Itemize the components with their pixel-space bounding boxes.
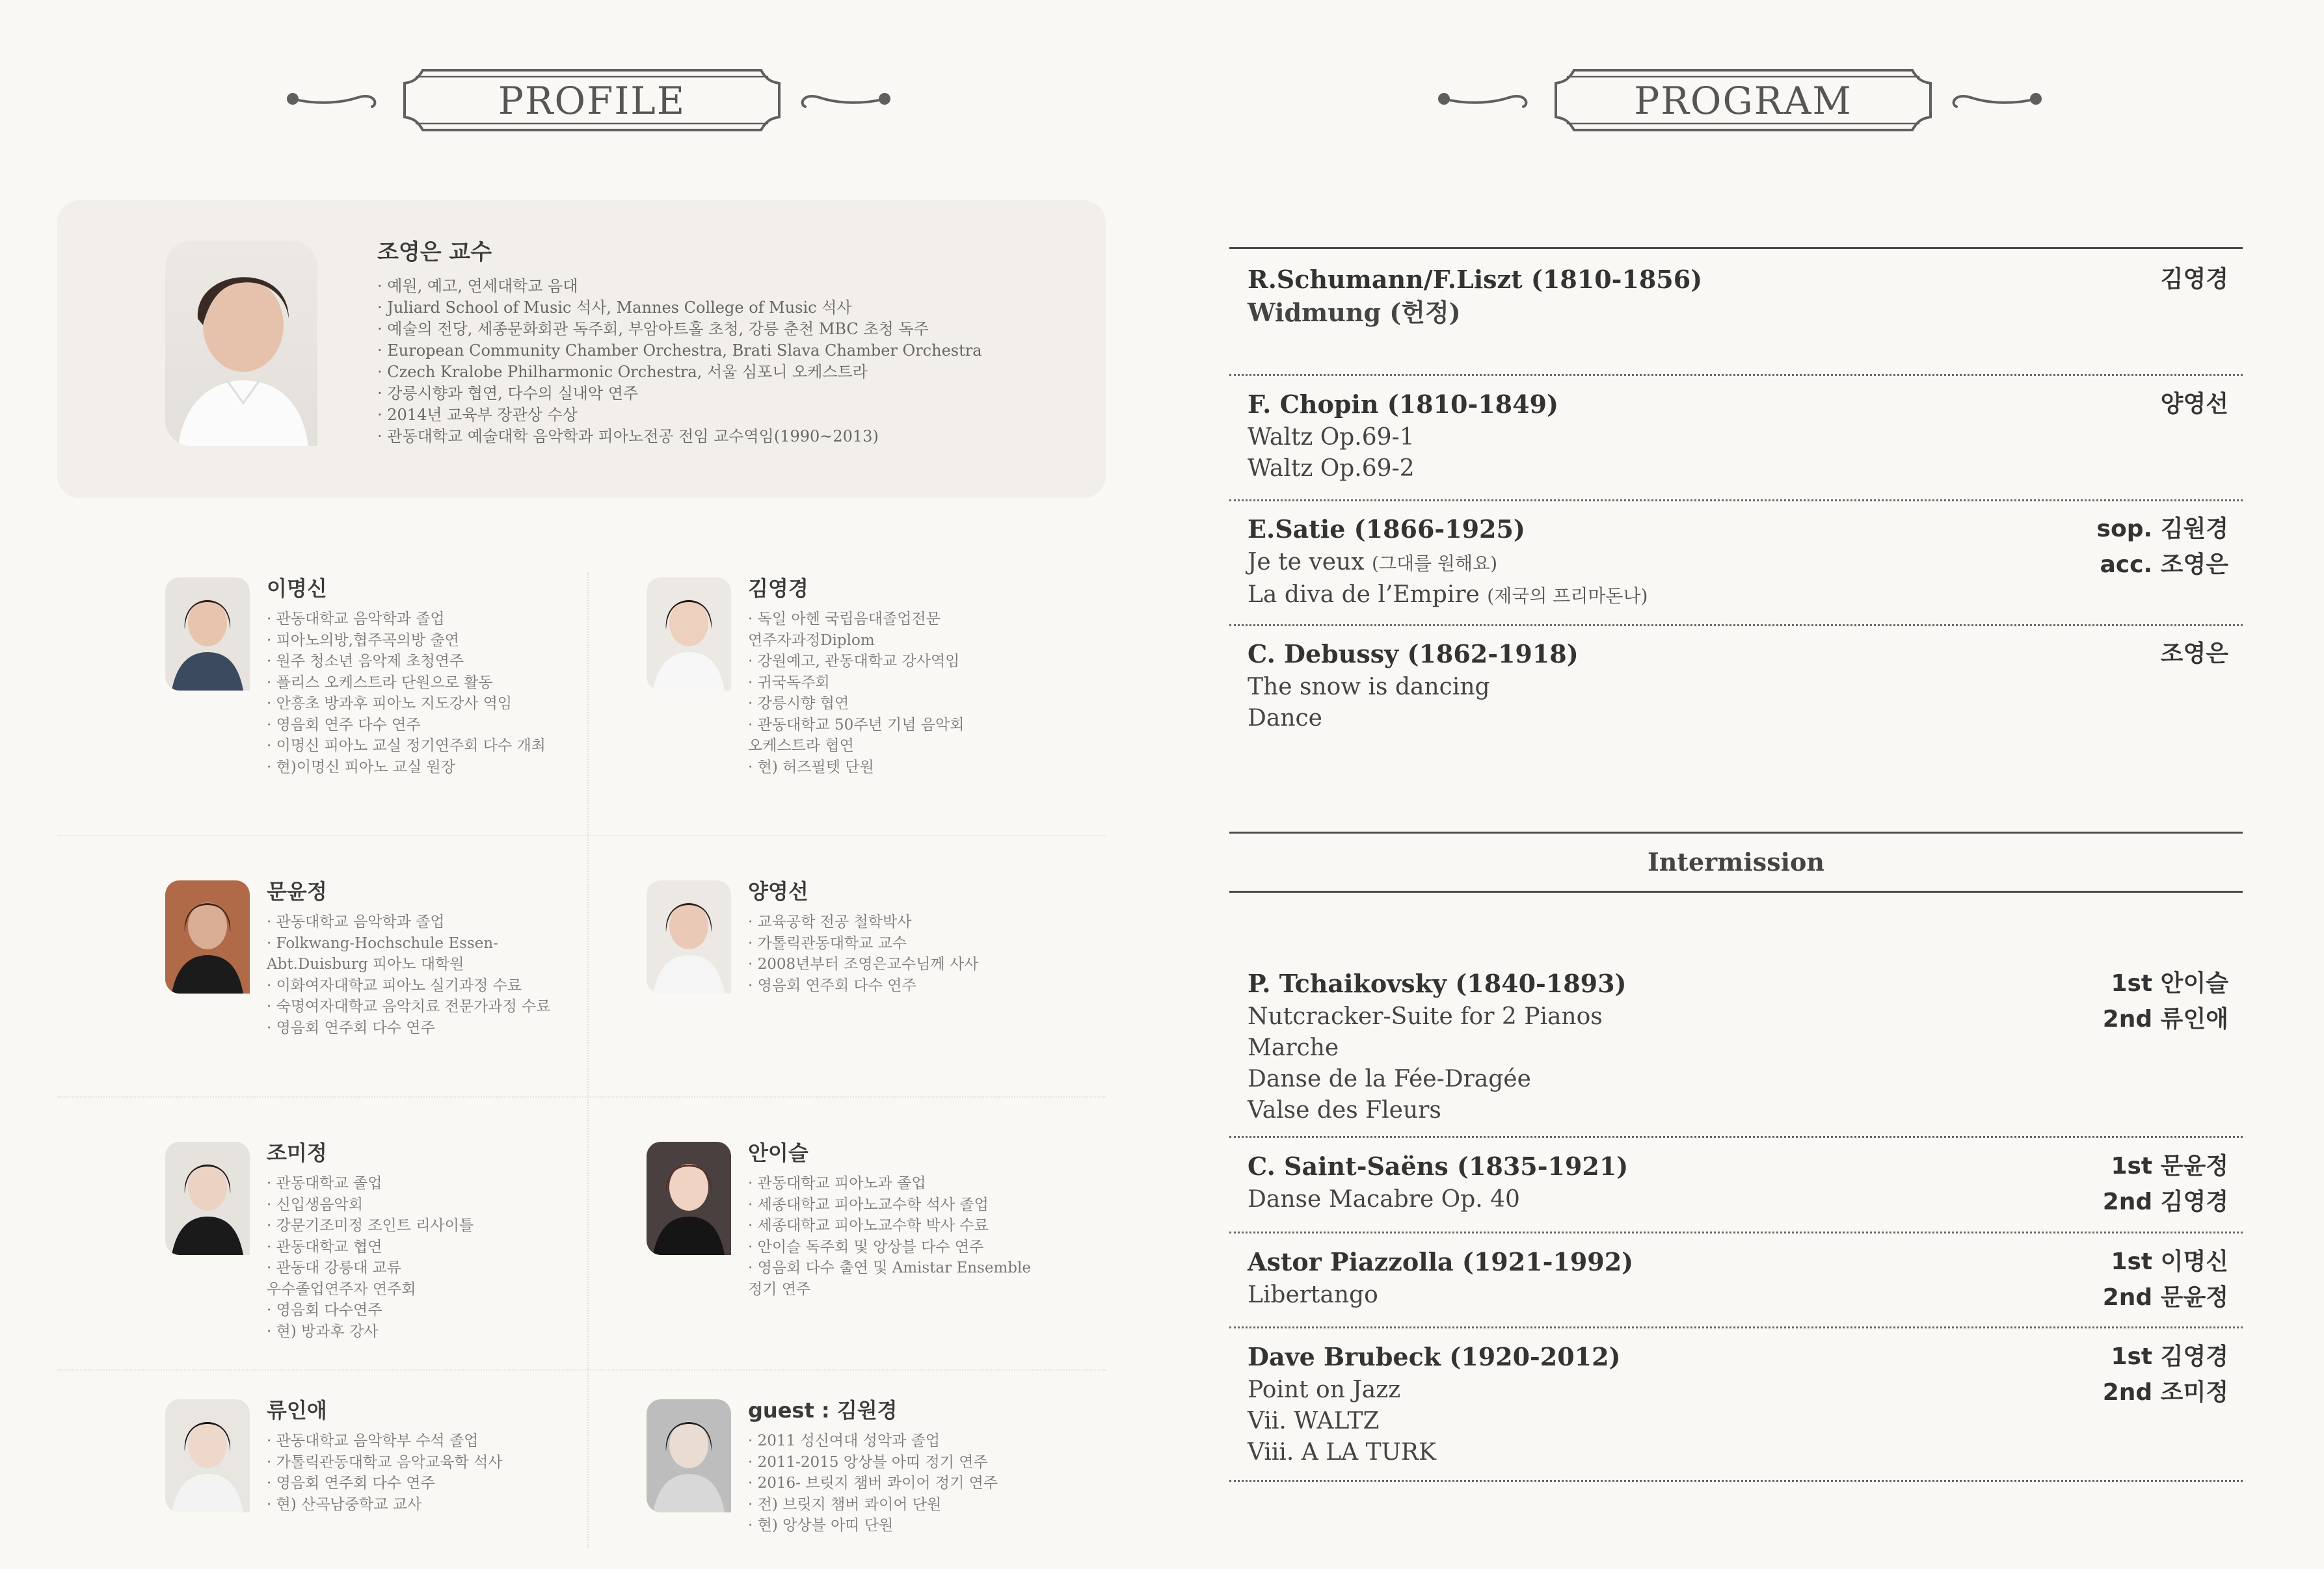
portrait-photo: [165, 880, 250, 994]
bio-line: · 관동대학교 졸업: [267, 1175, 382, 1192]
work-title: La diva de l’Empire (제국의 프리마돈나): [1248, 581, 1648, 608]
work-title: Nutcracker-Suite for 2 Pianos: [1248, 1003, 1603, 1030]
bio-line: 연주자과정Diplom: [748, 631, 875, 649]
work-title: Vii. WALTZ: [1248, 1408, 1380, 1434]
work-title: Marche: [1248, 1035, 1339, 1061]
work-title: Danse de la Fée-Dragée: [1248, 1066, 1531, 1092]
program-entry: [1248, 1148, 2228, 1215]
performer-name: 2nd 류인애: [2102, 1006, 2228, 1033]
portrait-photo: [165, 577, 250, 691]
profile-bio: [267, 609, 546, 778]
program-separator: [1229, 1136, 2243, 1138]
feature-portrait: [165, 241, 317, 446]
work-title: Waltz Op.69-2: [1248, 455, 1415, 482]
bio-line: · 2008년부터 조영은교수님께 사사: [748, 956, 979, 973]
feature-name: 조영은 교수: [377, 239, 492, 265]
row-divider: [57, 835, 1106, 836]
bio-line: · European Community Chamber Orchestra, Brati Slava Chamber Orchestra: [377, 341, 982, 360]
bio-line: · 현) 허즈필텟 단원: [748, 758, 874, 776]
bio-line: · 예원, 예고, 연세대학교 음대: [377, 277, 578, 295]
bio-line: · Czech Kralobe Philharmonic Orchestra, 서울 심포니 오케스트라: [377, 363, 868, 381]
bio-line: · 이화여자대학교 피아노 실기과정 수료: [267, 977, 522, 994]
bio-line: · 독일 아헨 국립음대졸업전문: [748, 611, 941, 627]
bio-line: · 2011 성신여대 성악과 졸업: [748, 1432, 941, 1449]
profile-name: 문윤정: [267, 879, 327, 904]
bio-line: · 현) 산곡남중학교 교사: [267, 1496, 422, 1513]
row-divider: [57, 1096, 1106, 1098]
work-title: Je te veux (그대를 원해요): [1248, 549, 1498, 575]
program-separator: [1229, 624, 2243, 626]
performer-list: [2103, 1339, 2228, 1410]
profile-bio: [267, 1431, 503, 1515]
bio-line: · 영음회 연주 다수 연주: [267, 716, 421, 733]
portrait-photo: [647, 880, 731, 994]
performer-name: 1st 김영경: [2111, 1343, 2228, 1370]
composer-name: P. Tchaikovsky (1840-1893): [1248, 969, 1627, 998]
bio-line: · 신입생음악회: [267, 1196, 363, 1213]
bio-line: · 현) 방과후 강사: [267, 1323, 379, 1340]
profile-title: PROFILE: [498, 79, 686, 123]
profile-bio: [748, 609, 964, 778]
profile-name: guest : 김원경: [748, 1398, 898, 1423]
performer-name: 2nd 문윤정: [2102, 1284, 2228, 1311]
bio-line: Abt.Duisburg 피아노 대학원: [267, 956, 464, 973]
bio-line: · 교육공학 전공 철학박사: [748, 914, 912, 930]
bio-line: · 가톨릭관동대학교 교수: [748, 934, 907, 952]
bio-line: · 귀국독주회: [748, 674, 830, 691]
profile-bio: [748, 1431, 998, 1536]
work-title: Waltz Op.69-1: [1248, 424, 1415, 451]
bio-line: · 관동대 강릉대 교류: [267, 1259, 401, 1276]
bio-line: · 강원예고, 관동대학교 강사역임: [748, 653, 960, 670]
performer-name: 2nd 조미정: [2102, 1379, 2228, 1406]
bio-line: · 안흥초 방과후 피아노 지도강사 역임: [267, 695, 513, 712]
program-entry: [1248, 386, 2228, 484]
work-title: Dance: [1248, 705, 1322, 732]
performer-name: 조영은: [2160, 640, 2228, 667]
portrait-photo: [647, 577, 731, 691]
bio-line: 우수졸업연주자 연주회: [267, 1280, 416, 1298]
portrait-photo: [165, 1399, 250, 1512]
performer-name: 1st 문윤정: [2111, 1153, 2228, 1180]
composer-name: C. Saint-Saëns (1835-1921): [1248, 1152, 1629, 1181]
bio-line: · 현) 앙상블 아띠 단원: [748, 1517, 894, 1534]
work-title: Point on Jazz: [1248, 1377, 1401, 1403]
performer-name: sop. 김원경: [2096, 516, 2228, 542]
composer-name: Dave Brubeck (1920-2012): [1248, 1342, 1621, 1371]
performer-name: 2nd 김영경: [2102, 1189, 2228, 1215]
performer-name: 1st 안이슬: [2111, 970, 2228, 997]
bio-line: · 원주 청소년 음악제 초청연주: [267, 653, 464, 670]
bio-line: · 플리스 오케스트라 단원으로 활동: [267, 674, 493, 691]
profile-bio: [267, 1173, 474, 1342]
bio-line: · 강문기조미정 조인트 리사이틀: [267, 1217, 474, 1234]
bio-line: · 안이슬 독주회 및 앙상블 다수 연주: [748, 1238, 984, 1256]
bio-line: · 영음회 다수연주: [267, 1302, 382, 1319]
program-title: PROGRAM: [1634, 79, 1852, 123]
program-entry: [1248, 1244, 2228, 1311]
program-separator: [1229, 1232, 2243, 1233]
work-title: Viii. A LA TURK: [1248, 1439, 1436, 1466]
profile-name: 조미정: [267, 1140, 327, 1165]
portrait-photo: [165, 1142, 250, 1255]
composer-name: F. Chopin (1810-1849): [1248, 389, 1558, 419]
bio-line: · 관동대학교 음악학과 졸업: [267, 611, 445, 627]
work-note: (제국의 프리마돈나): [1487, 585, 1648, 607]
bio-line: · Folkwang-Hochschule Essen-: [267, 934, 498, 952]
profile-name: 류인애: [267, 1398, 327, 1423]
composer-name: Astor Piazzolla (1921-1992): [1248, 1247, 1634, 1276]
performer-list: [2161, 636, 2228, 672]
bio-line: · 세종대학교 피아노교수학 박사 수료: [748, 1217, 989, 1234]
profile-bio: [748, 1173, 1031, 1300]
program-entry: [1248, 636, 2228, 734]
performer-name: 1st 이명신: [2111, 1248, 2228, 1275]
bio-line: · 강릉시향 협연: [748, 695, 849, 712]
performer-list: [2103, 1244, 2228, 1315]
bio-line: · 피아노의방,협주곡의방 출연: [267, 631, 459, 649]
bio-line: · 숙명여자대학교 음악치료 전문가과정 수료: [267, 998, 551, 1015]
program-entry: [1248, 261, 2228, 328]
profile-name: 양영선: [748, 879, 808, 904]
profile-name: 안이슬: [748, 1140, 808, 1165]
bio-line: · 관동대학교 50주년 기념 음악회: [748, 716, 965, 733]
work-title: Danse Macabre Op. 40: [1248, 1186, 1520, 1213]
bio-line: 정기 연주: [748, 1280, 811, 1298]
profile-name: 이명신: [267, 576, 327, 601]
work-title: The snow is dancing: [1248, 674, 1490, 700]
bio-line: 오케스트라 협연: [748, 737, 854, 754]
profile-bio: [748, 912, 978, 996]
bio-line: · 영음회 연주회 다수 연주: [748, 977, 916, 994]
program-entry: [1248, 1339, 2228, 1468]
program-header: [1437, 65, 2042, 137]
profile-name: 김영경: [748, 576, 808, 601]
bio-line: · 2014년 교육부 장관상 수상: [377, 406, 578, 424]
work-title: Valse des Fleurs: [1248, 1097, 1441, 1124]
composer-name: C. Debussy (1862-1918): [1248, 639, 1579, 668]
bio-line: · 이명신 피아노 교실 정기연주회 다수 개최: [267, 737, 546, 754]
feature-bio: [377, 276, 982, 447]
profile-bio: [267, 912, 550, 1038]
row-divider: [57, 1369, 1106, 1371]
program-top-rule: [1229, 247, 2243, 249]
bio-line: · 관동대학교 음악학부 수석 졸업: [267, 1432, 479, 1449]
program-separator: [1229, 374, 2243, 376]
work-title: Libertango: [1248, 1282, 1378, 1308]
bio-line: · 관동대학교 피아노과 졸업: [748, 1175, 926, 1192]
work-title: Widmung (헌정): [1248, 298, 1461, 327]
profile-header: [286, 65, 891, 137]
composer-name: E.Satie (1866-1925): [1248, 514, 1525, 544]
performer-list: [2161, 386, 2228, 422]
bio-line: · 관동대학교 음악학과 졸업: [267, 914, 445, 930]
bio-line: · 관동대학교 협연: [267, 1238, 382, 1256]
bio-line: · 예술의 전당, 세종문화회관 독주회, 부암아트홀 초청, 강릉 춘천 MBC 초청 독주: [377, 320, 929, 338]
performer-list: [2161, 261, 2228, 297]
bio-line: · 전) 브릿지 챔버 콰이어 단원: [748, 1496, 942, 1513]
program-entry: [1248, 966, 2228, 1126]
bio-line: · 가톨릭관동대학교 음악교육학 석사: [267, 1453, 503, 1471]
portrait-photo: [647, 1142, 731, 1255]
performer-list: [2103, 1148, 2228, 1220]
program-separator: [1229, 1326, 2243, 1328]
bio-line: · 강릉시향과 협연, 다수의 실내악 연주: [377, 384, 639, 402]
performer-list: [2103, 966, 2228, 1037]
bio-line: · 2016- 브릿지 챔버 콰이어 정기 연주: [748, 1475, 998, 1492]
program-entry: [1248, 511, 2228, 612]
intermission-bar: Intermission: [1229, 832, 2243, 893]
performer-name: 양영선: [2160, 391, 2228, 417]
bio-line: · 현)이명신 피아노 교실 원장: [267, 758, 455, 776]
bio-line: · 세종대학교 피아노교수학 석사 졸업: [748, 1196, 989, 1213]
performer-name: acc. 조영은: [2100, 551, 2228, 578]
program-separator: [1229, 1480, 2243, 1482]
bio-line: · 관동대학교 예술대학 음악학과 피아노전공 전임 교수역임(1990~2013): [377, 427, 879, 445]
work-note: (그대를 원해요): [1371, 553, 1498, 574]
grid-divider: [587, 572, 589, 1548]
portrait-photo: [647, 1399, 731, 1512]
performer-name: 김영경: [2160, 266, 2228, 293]
bio-line: · Juliard School of Music 석사, Mannes College of Music 석사: [377, 298, 852, 317]
bio-line: · 영음회 다수 출연 및 Amistar Ensemble: [748, 1259, 1031, 1276]
bio-line: · 2011-2015 앙상블 아띠 정기 연주: [748, 1453, 988, 1471]
composer-name: R.Schumann/F.Liszt (1810-1856): [1248, 265, 1703, 294]
performer-list: [2097, 511, 2228, 583]
program-separator: [1229, 499, 2243, 501]
bio-line: · 영음회 연주회 다수 연주: [267, 1019, 435, 1036]
bio-line: · 영음회 연주회 다수 연주: [267, 1475, 435, 1492]
